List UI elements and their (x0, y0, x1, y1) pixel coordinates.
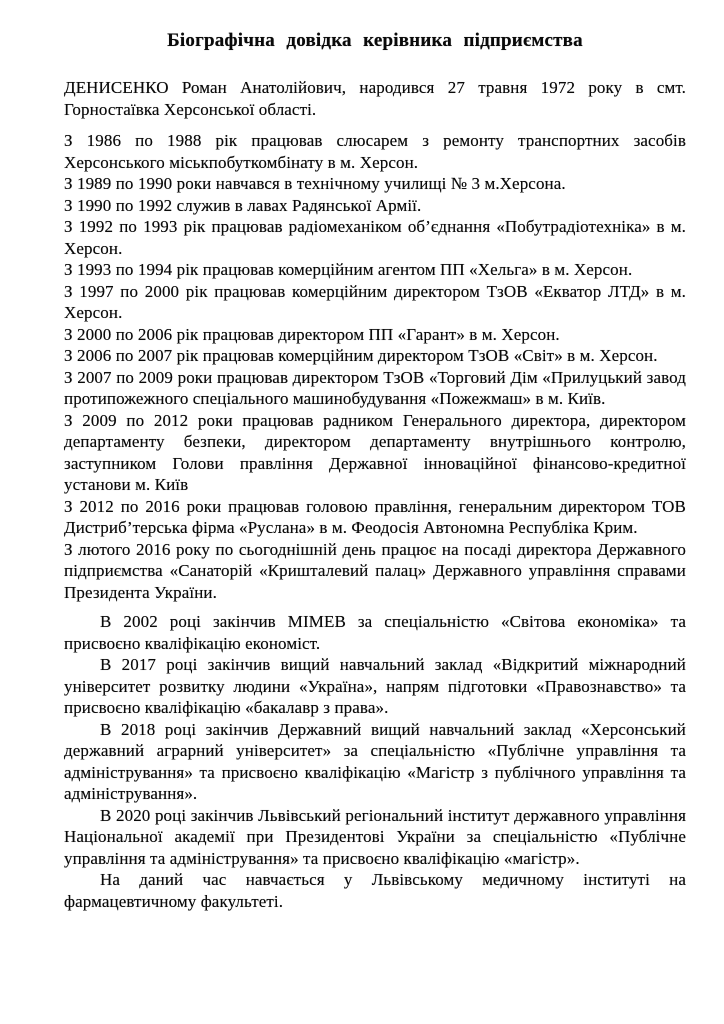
career-paragraph: З 1989 по 1990 роки навчався в технічному училищі № 3 м.Херсона. (64, 174, 566, 193)
career-paragraph: З 2000 по 2006 рік працював директором ПП «Гарант» в м. Херсон. (64, 324, 560, 344)
career-paragraph: З 2006 по 2007 рік працював комерційним директором ТзОВ «Світ» в м. Херсон. (64, 346, 658, 365)
document-title: Біографічна довідка керівника підприємства (167, 30, 583, 51)
education-paragraph: В 2018 році закінчив Державний вищий навчальний заклад «Херсонський державний аграрний університет» за спеціальністю «Публічне управління та адміністрування» та присвоєно кваліфікацію «Магістр з публічного управління та адміністрування». (64, 719, 686, 803)
education-paragraph: В 2020 році закінчив Львівський регіональний інститут державного управління Національної академії при Президентові України за спеціальністю «Публічне управління та адміністрування» та присвоєно кваліфікацію «магістр». (64, 805, 686, 868)
career-paragraph: З 2007 по 2009 роки працював директором ТзОВ «Торговий Дім «Прилуцький завод протипожежного спеціального машинобудування «Пожежмаш» в м. Київ. (64, 367, 686, 408)
career-paragraph: З 1992 по 1993 рік працював радіомеханіком об’єднання «Побутрадіотехніка» в м. Херсон. (64, 217, 686, 258)
career-paragraph: З лютого 2016 року по сьогоднішній день працює на посаді директора Державного підприємства «Санаторій «Кришталевий палац» Державного управління справами Президента України. (64, 539, 686, 602)
career-paragraph: З 1986 по 1988 рік працював слюсарем з ремонту транспортних засобів Херсонського міськпобуткомбінату в м. Херсон. (64, 131, 686, 172)
document-body (64, 77, 686, 912)
career-paragraph: З 1993 по 1994 рік працював комерційним агентом ПП «Хельга» в м. Херсон. (64, 260, 633, 279)
current-study-paragraph: На даний час навчається у Львівському медичному інституті на фармацевтичному факультеті. (64, 870, 686, 911)
education-paragraph: В 2017 році закінчив вищий навчальний заклад «Відкритий міжнародний університет розвитку людини «Україна», напрям підготовки «Правознавство» та присвоєно кваліфікацію «бакалавр з права». (64, 655, 686, 717)
intro-paragraph: ДЕНИСЕНКО Роман Анатолійович, народився 27 травня 1972 року в смт. Горностаївка Херсонської області. (64, 78, 686, 119)
education-paragraph: В 2002 році закінчив МІМЕВ за спеціальністю «Світова економіка» та присвоєно кваліфікацію економіст. (64, 612, 686, 653)
career-paragraph: З 2009 по 2012 роки працював радником Генерального директора, директором департаменту безпеки, директором департаменту внутрішнього контролю, заступником Голови правління Державної інноваційної фінансово-кредитної установи м. Київ (64, 410, 686, 494)
career-paragraph: З 1997 по 2000 рік працював комерційним директором ТзОВ «Екватор ЛТД» в м. Херсон. (64, 281, 686, 322)
career-paragraph: З 2012 по 2016 роки працював головою правління, генеральним директором ТОВ Дистриб’терська фірма «Руслана» в м. Феодосія Автономна Республіка Крим. (64, 496, 686, 537)
career-paragraph: З 1990 по 1992 служив в лавах Радянської Армії. (64, 195, 422, 215)
